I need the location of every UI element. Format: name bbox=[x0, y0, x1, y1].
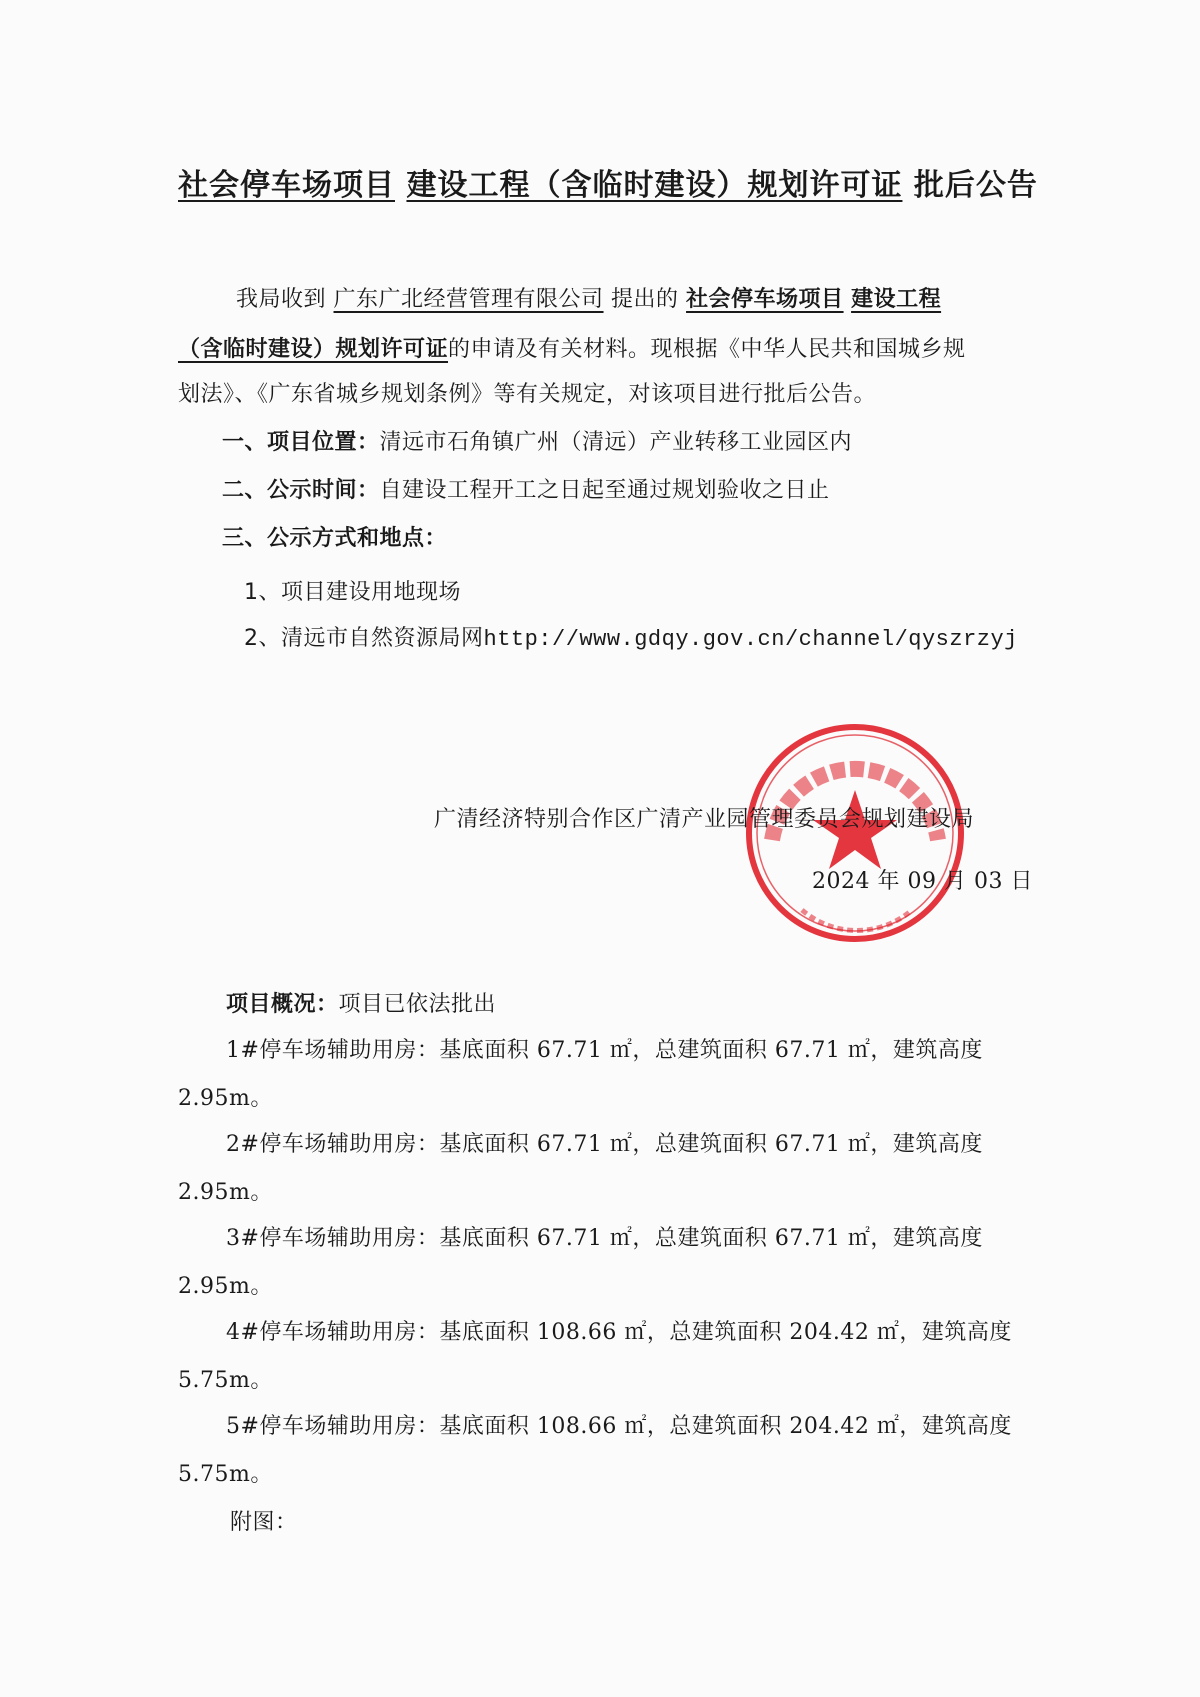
page-title bbox=[178, 160, 1038, 204]
building-4: 4#停车场辅助用房：基底面积 108.66 ㎡，总建筑面积 204.42 ㎡，建筑高度 bbox=[226, 1320, 1012, 1345]
item-label: 三、公示方式和地点： bbox=[222, 526, 448, 551]
item-label: 一、项目位置： bbox=[222, 430, 380, 455]
building-3-height: 2.95m。 bbox=[178, 1274, 273, 1299]
website-link[interactable]: http://www.gdqy.gov.cn/channel/qyszrzyj bbox=[483, 627, 1018, 652]
method-2 bbox=[244, 624, 1018, 655]
intro-text: 的申请及有关材料。现根据《中华人民共和国城乡规 bbox=[448, 337, 966, 362]
signing-date: 2024 年 09 月 03 日 bbox=[812, 869, 1033, 894]
signing-organization: 广清经济特别合作区广清产业园管理委员会规划建设局 bbox=[434, 807, 975, 832]
permit-name: （含临时建设）规划许可证 bbox=[178, 337, 449, 362]
item-value: 清远市石角镇广州（清远）产业转移工业园区内 bbox=[379, 430, 853, 455]
intro-text: 我局收到 bbox=[236, 287, 327, 312]
project-type: 建设工程 bbox=[851, 287, 942, 312]
overview-value: 项目已依法批出 bbox=[338, 992, 497, 1017]
method-text: 2、清远市自然资源局网 bbox=[244, 626, 484, 651]
item-method bbox=[222, 524, 447, 554]
intro-text: 提出的 bbox=[611, 287, 679, 312]
applicant-company: 广东广北经营管理有限公司 bbox=[333, 287, 604, 312]
overview-heading bbox=[226, 990, 496, 1020]
intro-line-1 bbox=[236, 285, 941, 315]
method-1: 1、项目建设用地现场 bbox=[244, 580, 461, 605]
building-5-height: 5.75m。 bbox=[178, 1462, 273, 1487]
item-label: 二、公示时间： bbox=[222, 478, 380, 503]
overview-label: 项目概况： bbox=[226, 992, 339, 1017]
intro-line-3: 划法》、《广东省城乡规划条例》等有关规定，对该项目进行批后公告。 bbox=[178, 382, 877, 407]
title-project: 社会停车场项目 bbox=[178, 168, 395, 203]
building-5: 5#停车场辅助用房：基底面积 108.66 ㎡，总建筑面积 204.42 ㎡，建筑高度 bbox=[226, 1414, 1012, 1439]
building-4-height: 5.75m。 bbox=[178, 1368, 273, 1393]
item-value: 自建设工程开工之日起至通过规划验收之日止 bbox=[379, 478, 830, 503]
item-location bbox=[222, 428, 852, 458]
title-suffix: 批后公告 bbox=[913, 168, 1038, 203]
item-time bbox=[222, 476, 830, 506]
title-permit: 建设工程（含临时建设）规划许可证 bbox=[406, 168, 903, 203]
project-name: 社会停车场项目 bbox=[686, 287, 844, 312]
intro-line-2 bbox=[178, 335, 966, 365]
building-2-height: 2.95m。 bbox=[178, 1180, 273, 1205]
building-1: 1#停车场辅助用房：基底面积 67.71 ㎡，总建筑面积 67.71 ㎡，建筑高度 bbox=[226, 1038, 983, 1063]
building-3: 3#停车场辅助用房：基底面积 67.71 ㎡，总建筑面积 67.71 ㎡，建筑高度 bbox=[226, 1226, 983, 1251]
attachment-label: 附图： bbox=[230, 1510, 298, 1535]
building-2: 2#停车场辅助用房：基底面积 67.71 ㎡，总建筑面积 67.71 ㎡，建筑高度 bbox=[226, 1132, 983, 1157]
building-1-height: 2.95m。 bbox=[178, 1086, 273, 1111]
